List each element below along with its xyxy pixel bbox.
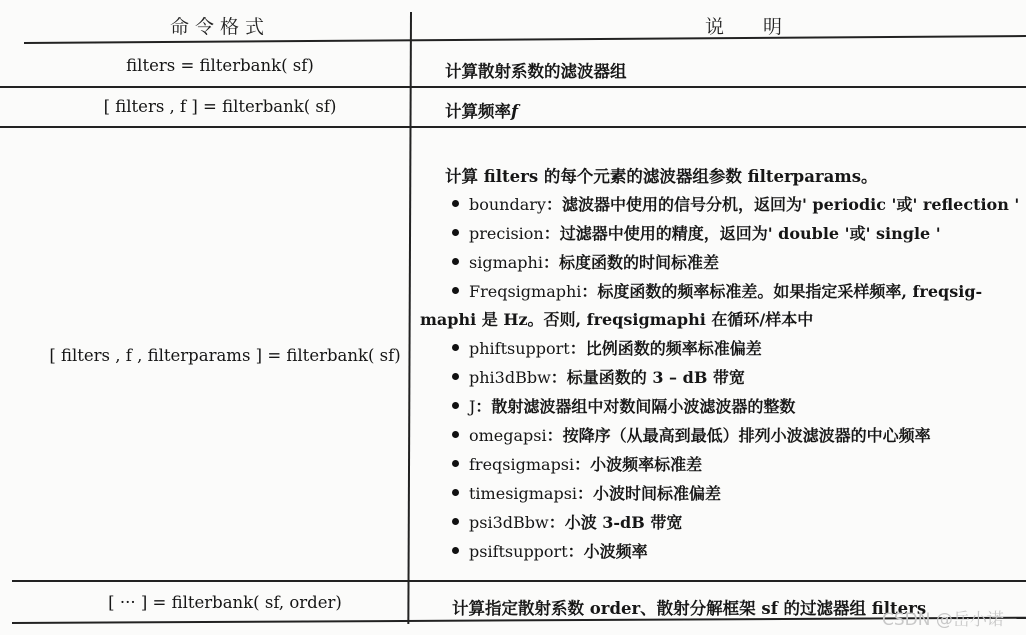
row2-command: [ filters , f ] = filterbank( sf) xyxy=(103,97,337,116)
row2-description xyxy=(445,98,518,122)
row2-description-prefix: 计算频率 xyxy=(445,102,511,121)
csdn-watermark: CSDN @岳小诺 xyxy=(882,610,1004,630)
row3-intro: 计算 filters 的每个元素的滤波器组参数 filterparams。 xyxy=(445,167,878,186)
row4-command: [ ··· ] = filterbank( sf, order) xyxy=(108,593,342,612)
row2-description-var: f xyxy=(511,102,519,121)
bullet-dot-icon xyxy=(452,287,459,294)
param-item-psi3dbbw: psi3dBbw：小波 3-dB 带宽 xyxy=(452,510,682,533)
bullet-dot-icon xyxy=(452,402,459,409)
param-item-boundary: boundary：滤波器中使用的信号分机，返回为' periodic '或' reflection ' xyxy=(452,192,1019,215)
row-rule-1 xyxy=(0,86,1026,88)
bullet-dot-icon xyxy=(452,431,459,438)
row-rule-2 xyxy=(0,126,1026,128)
column-divider xyxy=(407,12,411,624)
param-item-j: J：散射滤波器组中对数间隔小波滤波器的整数 xyxy=(452,394,795,417)
param-item-freqsigmaphi: Freqsigmaphi：标度函数的频率标准差。如果指定采样频率, freqsig- xyxy=(452,279,982,302)
bullet-dot-icon xyxy=(452,344,459,351)
param-item-phiftsupport: phiftsupport：比例函数的频率标准偏差 xyxy=(452,336,762,359)
param-item-timesigmapsi: timesigmapsi：小波时间标准偏差 xyxy=(452,481,721,504)
bullet-dot-icon xyxy=(452,547,459,554)
bullet-dot-icon xyxy=(452,518,459,525)
bullet-dot-icon xyxy=(452,200,459,207)
bullet-dot-icon xyxy=(452,229,459,236)
bullet-dot-icon xyxy=(452,460,459,467)
row1-description: 计算散射系数的滤波器组 xyxy=(445,62,627,81)
header-command-format: 命令格式 xyxy=(170,16,271,38)
bullet-dot-icon xyxy=(452,373,459,380)
param-item-psiftsupport: psiftsupport：小波频率 xyxy=(452,539,648,562)
header-description: 说 明 xyxy=(705,16,793,38)
param-item-freqsigmaphi-continuation: maphi 是 Hz。否则, freqsigmaphi 在循环/样本中 xyxy=(420,310,814,329)
row4-description: 计算指定散射系数 order、散射分解框架 sf 的过滤器组 filters xyxy=(452,599,927,618)
param-item-omegapsi: omegapsi：按降序（从最高到最低）排列小波滤波器的中心频率 xyxy=(452,423,931,446)
param-item-sigmaphi: sigmaphi：标度函数的时间标准差 xyxy=(452,250,719,273)
row-rule-3 xyxy=(12,580,1026,582)
param-item-freqsigmapsi: freqsigmapsi：小波频率标准差 xyxy=(452,452,702,475)
bullet-dot-icon xyxy=(452,489,459,496)
row3-command: [ filters , f , filterparams ] = filterbank( sf) xyxy=(49,346,401,365)
param-item-phi3dbbw: phi3dBbw：标量函数的 3 – dB 带宽 xyxy=(452,365,745,388)
param-item-precision: precision：过滤器中使用的精度，返回为' double '或' single ' xyxy=(452,221,941,244)
bullet-dot-icon xyxy=(452,258,459,265)
row1-command: filters = filterbank( sf) xyxy=(126,56,314,75)
